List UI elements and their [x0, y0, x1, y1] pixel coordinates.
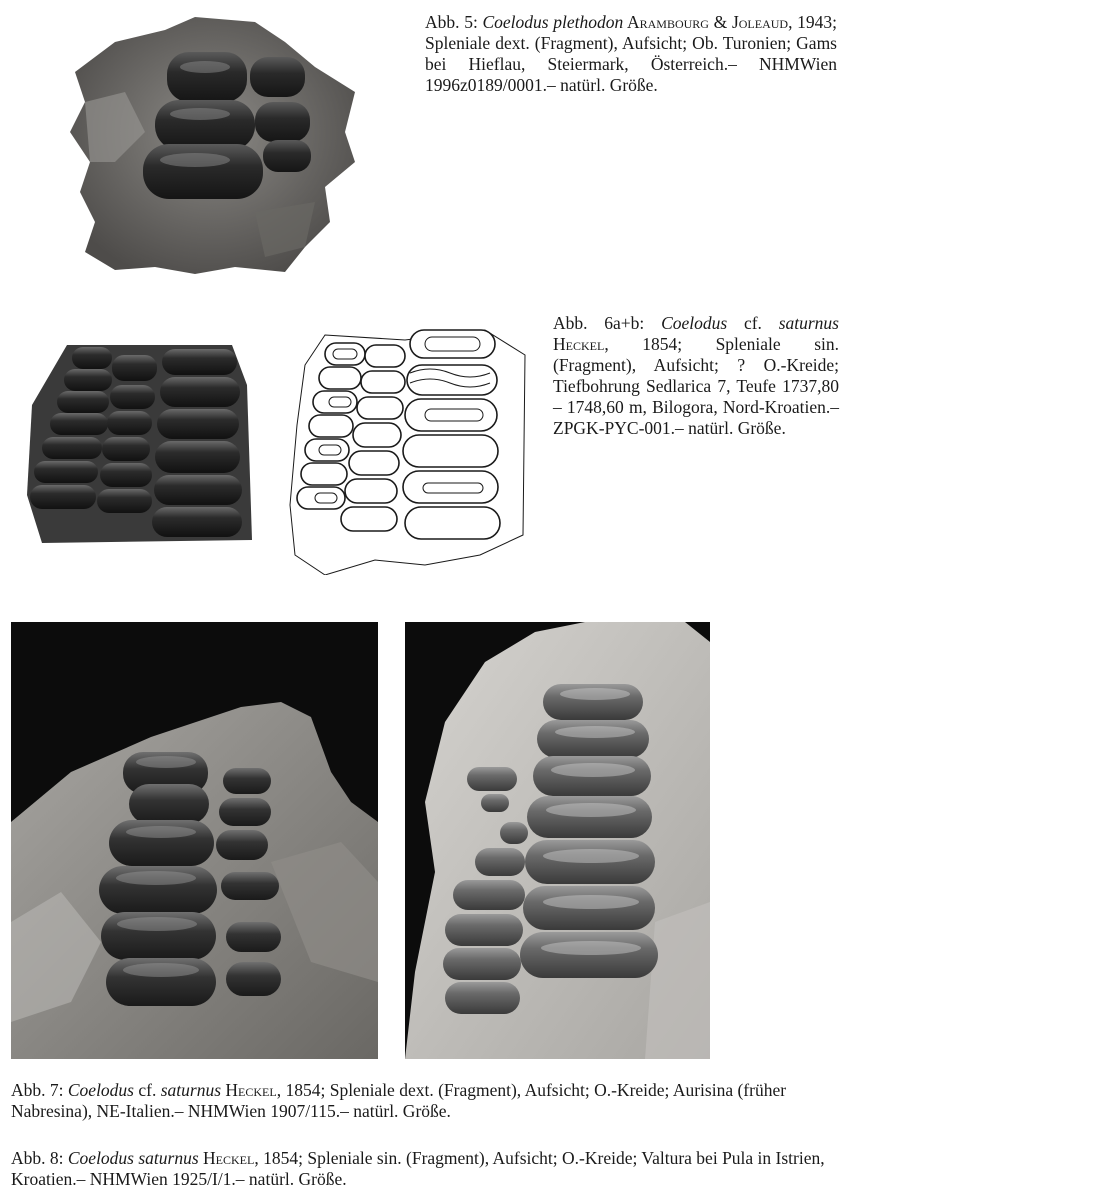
fig6-details: , 1854; Spleniale sin. (Fragment), Aufsicht; ? O.-Kreide; Tiefbohrung Sedlarica 7, Teufe 1737,80 – 1748,60 m, Bilogora, Nord-Kroatien.– ZPGK-PYC-001.– natürl. Größe.	[553, 334, 839, 438]
fig8-author: Heckel	[198, 1148, 255, 1168]
fig5-caption	[425, 12, 837, 96]
fig7-genus: Coelodus	[67, 1080, 134, 1100]
fig7-species: saturnus	[160, 1080, 222, 1100]
fig6-genus: Coelodus	[661, 313, 728, 333]
fig6a-photo	[22, 345, 252, 545]
fig8-label: Abb. 8:	[11, 1148, 68, 1168]
fig6-caption	[553, 313, 839, 439]
fig5-author: Arambourg & Joleaud	[623, 12, 789, 32]
fig8-genus: Coelodus	[67, 1148, 134, 1168]
fig7-caption	[11, 1080, 841, 1122]
fig5-genus: Coelodus	[482, 12, 549, 32]
fig5-photo	[55, 12, 375, 277]
fig7-cf: cf.	[134, 1080, 161, 1100]
fig8-species: saturnus	[134, 1148, 199, 1168]
fig6-cf: cf.	[727, 313, 779, 333]
fig7-author: Heckel	[221, 1080, 277, 1100]
fig5-label: Abb. 5:	[425, 12, 483, 32]
fig8-caption	[11, 1148, 841, 1190]
fig5-details: , 1943; Spleniale dext. (Fragment), Aufsicht; Ob. Turonien; Gams bei Hieflau, Steiermark, Österreich.– NHMWien 1996z0189/0001.– natürl. Größe.	[425, 12, 837, 95]
fig5-species: plethodon	[548, 12, 624, 32]
fig7-details: , 1854; Spleniale dext. (Fragment), Aufsicht; O.-Kreide; Aurisina (früher Nabresina), NE-Italien.– NHMWien 1907/115.– natürl. Größe.	[11, 1080, 787, 1121]
fig7-label: Abb. 7:	[11, 1080, 68, 1100]
fig7-photo	[11, 622, 378, 1059]
fig8-photo	[405, 622, 710, 1059]
fig6-species: saturnus	[778, 313, 839, 333]
fig6-label: Abb. 6a+b:	[553, 313, 662, 333]
fig6b-drawing	[285, 325, 530, 575]
fig6-author: Heckel	[553, 334, 605, 354]
fig8-details: , 1854; Spleniale sin. (Fragment), Aufsicht; O.-Kreide; Valtura bei Pula in Istrien, Kroatien.– NHMWien 1925/I/1.– natürl. Größe.	[11, 1148, 825, 1189]
